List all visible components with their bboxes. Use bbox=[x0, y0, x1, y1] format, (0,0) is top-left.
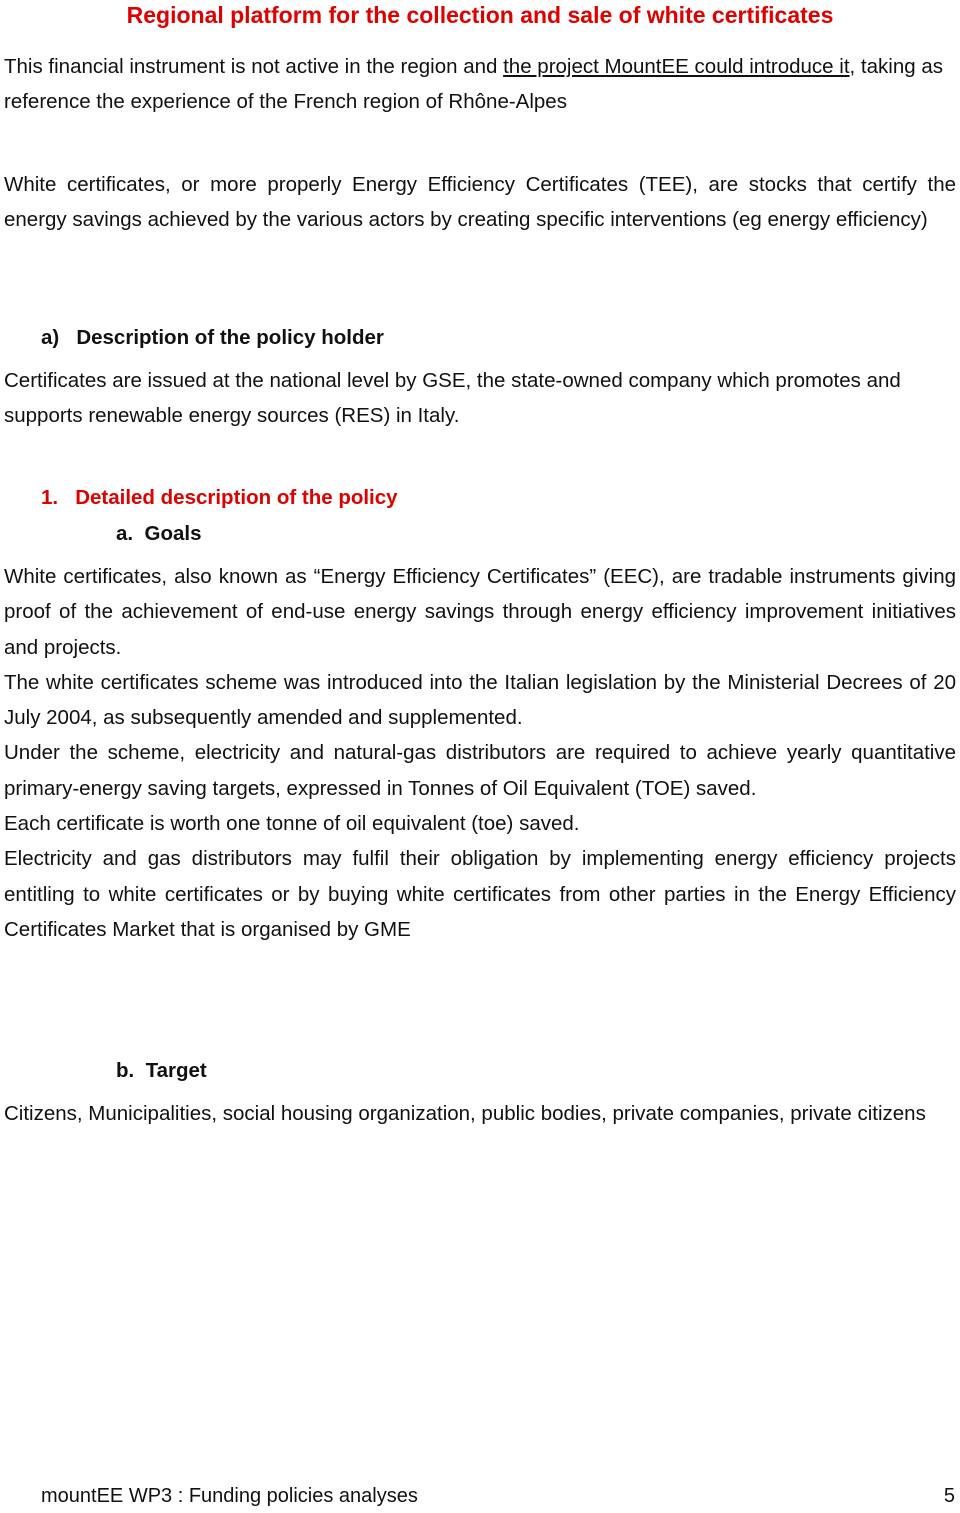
intro-text-part2: , taking as reference the experience of the French region of Rhône-Alpes bbox=[4, 55, 943, 114]
footer-label: mountEE WP3 : Funding policies analyses bbox=[41, 1485, 418, 1507]
goals-paragraph-5: Electricity and gas distributors may fulfil their obligation by implementing energy efficiency projects entitling to white certificates or by buying white certificates from other parties in the Energy Efficiency Certificates Market that is organised by GME bbox=[4, 847, 956, 941]
intro-paragraph bbox=[4, 49, 956, 120]
section-a-marker: a) bbox=[41, 326, 60, 349]
goals-body bbox=[4, 559, 956, 947]
target-marker: b. bbox=[116, 1059, 135, 1082]
section-1-marker: 1. bbox=[41, 486, 59, 509]
goals-paragraph-4: Each certificate is worth one tonne of oil equivalent (toe) saved. bbox=[4, 812, 580, 836]
page-number: 5 bbox=[943, 1485, 955, 1507]
policy-holder-paragraph: Certificates are issued at the national level by GSE, the state-owned company which promotes and supports renewable energy sources (RES) in Italy. bbox=[4, 369, 901, 428]
target-paragraph: Citizens, Municipalities, social housing organization, public bodies, private companies, private citizens bbox=[4, 1102, 926, 1125]
intro-underlined-text: the project MountEE could introduce it bbox=[503, 55, 850, 78]
target-title: Target bbox=[145, 1059, 207, 1082]
intro-text-part1: This financial instrument is not active in the region and bbox=[4, 55, 504, 78]
goals-paragraph-1: White certificates, also known as “Energy Efficiency Certificates” (EEC), are tradable instruments giving proof of the achievement of end-use energy savings through energy efficiency improvement initiatives and projects. bbox=[4, 565, 956, 659]
section-1-heading bbox=[41, 486, 398, 510]
goals-marker: a. bbox=[116, 522, 134, 545]
section-a-heading bbox=[41, 326, 384, 350]
section-1-title: Detailed description of the policy bbox=[75, 486, 398, 509]
goals-paragraph-3: Under the scheme, electricity and natural-gas distributors are required to achieve yearly quantitative primary-energy saving targets, expressed in Tonnes of Oil Equivalent (TOE) saved. bbox=[4, 741, 956, 800]
goals-title: Goals bbox=[144, 522, 202, 545]
goals-heading bbox=[116, 522, 201, 546]
document-title: Regional platform for the collection and sale of white certificates bbox=[126, 2, 834, 28]
target-heading bbox=[116, 1059, 207, 1083]
section-a-title: Description of the policy holder bbox=[76, 326, 384, 349]
goals-paragraph-2: The white certificates scheme was introduced into the Italian legislation by the Ministerial Decrees of 20 July 2004, as subsequently amended and supplemented. bbox=[4, 670, 956, 730]
definition-paragraph: White certificates, or more properly Energy Efficiency Certificates (TEE), are stocks that certify the energy savings achieved by the various actors by creating specific interventions (eg energy efficiency) bbox=[4, 173, 956, 232]
